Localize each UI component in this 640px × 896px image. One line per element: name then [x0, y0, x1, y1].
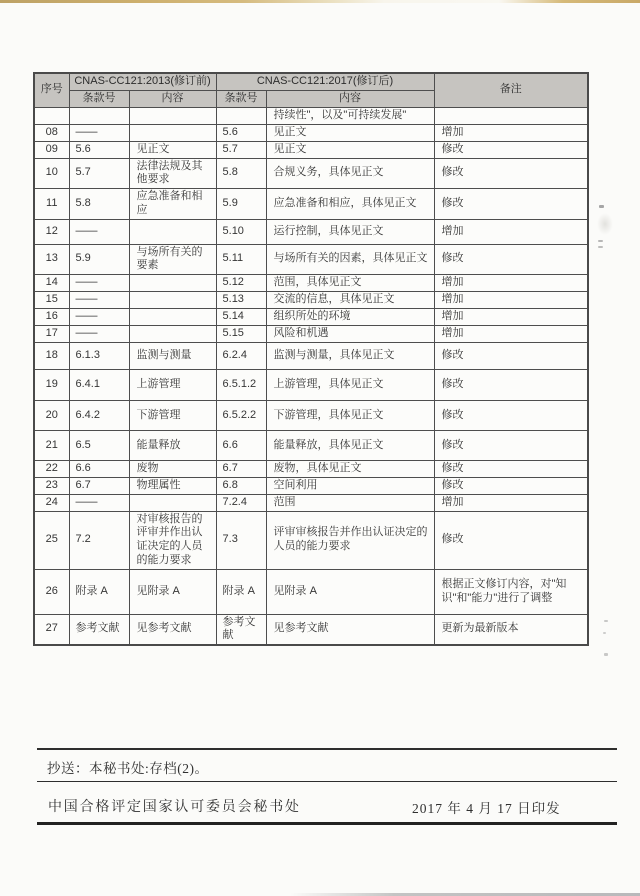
- content-2013: 见正文: [129, 141, 216, 158]
- table-row: [34, 461, 588, 478]
- row-no: 26: [34, 569, 69, 614]
- clause-2013: 6.5: [69, 431, 129, 461]
- content-2013: 能量释放: [129, 431, 216, 461]
- clause-2013: ——: [69, 494, 129, 511]
- remark: 修改: [434, 141, 588, 158]
- clause-2017: 5.9: [216, 189, 266, 220]
- content-2017: 上游管理，具体见正文: [266, 370, 434, 401]
- content-2017: 风险和机遇: [266, 326, 434, 343]
- clause-2017: 6.5.2.2: [216, 401, 266, 431]
- remark: 修改: [434, 478, 588, 495]
- table-row: [34, 614, 588, 645]
- content-2013: [129, 107, 216, 124]
- content-2017: 空间利用: [266, 478, 434, 495]
- remark: 根据正文修订内容，对"知识"和"能力"进行了调整: [434, 569, 588, 614]
- content-2017: 组织所处的环境: [266, 309, 434, 326]
- clause-2013: 6.4.2: [69, 401, 129, 431]
- content-2013: 上游管理: [129, 370, 216, 401]
- clause-2013: 5.9: [69, 244, 129, 275]
- row-no: 24: [34, 494, 69, 511]
- content-2017: 见正文: [266, 141, 434, 158]
- content-2017: 范围: [266, 494, 434, 511]
- table-row: [34, 478, 588, 495]
- table-row: [34, 219, 588, 244]
- table-row: [34, 141, 588, 158]
- remark: 增加: [434, 309, 588, 326]
- content-2017: 与场所有关的因素，具体见正文: [266, 244, 434, 275]
- row-no: 13: [34, 244, 69, 275]
- remark: 增加: [434, 124, 588, 141]
- scan-speck-artifact: [598, 246, 603, 248]
- remark: [434, 107, 588, 124]
- issue-date: 2017 年 4 月 17 日印发: [412, 801, 561, 816]
- clause-2017: 5.11: [216, 244, 266, 275]
- content-2017: 见附录 A: [266, 569, 434, 614]
- clause-2013: 5.7: [69, 158, 129, 189]
- clause-2017: 7.2.4: [216, 494, 266, 511]
- remark: 修改: [434, 511, 588, 569]
- row-no: 16: [34, 309, 69, 326]
- clause-2017: 7.3: [216, 511, 266, 569]
- scan-edge-artifact: [0, 0, 640, 3]
- clause-2017: [216, 107, 266, 124]
- content-2013: 物理属性: [129, 478, 216, 495]
- content-2017: 交流的信息，具体见正文: [266, 292, 434, 309]
- content-2017: 下游管理，具体见正文: [266, 401, 434, 431]
- separator-rule-bottom: [37, 822, 617, 825]
- table-row: [34, 343, 588, 370]
- content-2017: 见正文: [266, 124, 434, 141]
- clause-2017: 5.13: [216, 292, 266, 309]
- content-2017: 运行控制，具体见正文: [266, 219, 434, 244]
- clause-2017: 5.12: [216, 275, 266, 292]
- remark: 修改: [434, 461, 588, 478]
- content-2013: 对审核报告的评审并作出认证决定的人员的能力要求: [129, 511, 216, 569]
- row-no: 10: [34, 158, 69, 189]
- table-row: [34, 189, 588, 220]
- content-2013: 见参考文献: [129, 614, 216, 645]
- clause-2017: 6.7: [216, 461, 266, 478]
- content-2017: 应急准备和相应，具体见正文: [266, 189, 434, 220]
- clause-2017: 6.2.4: [216, 343, 266, 370]
- clause-2013: [69, 107, 129, 124]
- revision-comparison-table: [33, 72, 589, 646]
- content-2013: 监测与测量: [129, 343, 216, 370]
- clause-2013: 6.7: [69, 478, 129, 495]
- row-no: 15: [34, 292, 69, 309]
- content-2013: [129, 326, 216, 343]
- row-no: 08: [34, 124, 69, 141]
- content-2013: [129, 494, 216, 511]
- separator-rule-top: [37, 748, 617, 750]
- table-row: [34, 158, 588, 189]
- row-no: [34, 107, 69, 124]
- content-2017: 评审审核报告并作出认证决定的人员的能力要求: [266, 511, 434, 569]
- content-2013: [129, 219, 216, 244]
- content-2017: 监测与测量，具体见正文: [266, 343, 434, 370]
- content-2013: [129, 124, 216, 141]
- clause-2013: 7.2: [69, 511, 129, 569]
- table-row: [34, 309, 588, 326]
- remark: 增加: [434, 494, 588, 511]
- row-no: 18: [34, 343, 69, 370]
- content-2013: 废物: [129, 461, 216, 478]
- row-no: 14: [34, 275, 69, 292]
- remark: 增加: [434, 275, 588, 292]
- clause-2017: 6.5.1.2: [216, 370, 266, 401]
- row-no: 21: [34, 431, 69, 461]
- clause-2013: ——: [69, 124, 129, 141]
- scan-speck-artifact: [604, 620, 608, 622]
- table-row: [34, 107, 588, 124]
- table-row: [34, 275, 588, 292]
- remark: 修改: [434, 244, 588, 275]
- remark: 修改: [434, 370, 588, 401]
- clause-2013: ——: [69, 219, 129, 244]
- clause-2017: 5.10: [216, 219, 266, 244]
- row-no: 25: [34, 511, 69, 569]
- header-content-2017: 内容: [266, 90, 434, 107]
- clause-2017: 5.14: [216, 309, 266, 326]
- table-row: [34, 494, 588, 511]
- content-2013: 与场所有关的要素: [129, 244, 216, 275]
- content-2013: 应急准备和相应: [129, 189, 216, 220]
- header-col-no: 序号: [34, 73, 69, 107]
- table-row: [34, 326, 588, 343]
- row-no: 11: [34, 189, 69, 220]
- cc-note: 抄送：本秘书处:存档(2)。: [47, 761, 209, 776]
- scan-speck-artifact: [598, 240, 603, 242]
- row-no: 09: [34, 141, 69, 158]
- clause-2017: 附录 A: [216, 569, 266, 614]
- table-row: [34, 124, 588, 141]
- clause-2017: 5.8: [216, 158, 266, 189]
- table-row: [34, 401, 588, 431]
- issuing-org: 中国合格评定国家认可委员会秘书处: [48, 800, 301, 815]
- header-clause-2013: 条款号: [69, 90, 129, 107]
- clause-2017: 5.7: [216, 141, 266, 158]
- clause-2013: 6.4.1: [69, 370, 129, 401]
- scan-speck-artifact: [604, 653, 608, 656]
- content-2013: 见附录 A: [129, 569, 216, 614]
- scan-smudge-artifact: [597, 213, 613, 235]
- clause-2013: ——: [69, 326, 129, 343]
- clause-2013: ——: [69, 292, 129, 309]
- clause-2013: 参考文献: [69, 614, 129, 645]
- remark: 修改: [434, 158, 588, 189]
- remark: 修改: [434, 343, 588, 370]
- content-2017: 见参考文献: [266, 614, 434, 645]
- clause-2017: 参考文献: [216, 614, 266, 645]
- clause-2013: 5.6: [69, 141, 129, 158]
- row-no: 12: [34, 219, 69, 244]
- table-row: [34, 431, 588, 461]
- clause-2013: 6.1.3: [69, 343, 129, 370]
- content-2013: [129, 292, 216, 309]
- remark: 增加: [434, 292, 588, 309]
- row-no: 17: [34, 326, 69, 343]
- header-group-2017: CNAS-CC121:2017(修订后): [216, 73, 434, 90]
- content-2013: [129, 275, 216, 292]
- clause-2017: 6.8: [216, 478, 266, 495]
- table-header: [34, 73, 588, 107]
- table-row: [34, 511, 588, 569]
- clause-2013: 6.6: [69, 461, 129, 478]
- remark: 增加: [434, 326, 588, 343]
- table-row: [34, 244, 588, 275]
- clause-2017: 5.6: [216, 124, 266, 141]
- separator-rule-middle: [37, 781, 617, 782]
- row-no: 22: [34, 461, 69, 478]
- content-2017: 合规义务，具体见正文: [266, 158, 434, 189]
- clause-2013: 5.8: [69, 189, 129, 220]
- content-2013: 下游管理: [129, 401, 216, 431]
- row-no: 20: [34, 401, 69, 431]
- clause-2017: 5.15: [216, 326, 266, 343]
- table-body: [34, 107, 588, 645]
- remark: 增加: [434, 219, 588, 244]
- content-2017: 能量释放，具体见正文: [266, 431, 434, 461]
- content-2017: 持续性"，以及"可持续发展": [266, 107, 434, 124]
- remark: 更新为最新版本: [434, 614, 588, 645]
- content-2013: 法律法规及其他要求: [129, 158, 216, 189]
- clause-2013: 附录 A: [69, 569, 129, 614]
- row-no: 23: [34, 478, 69, 495]
- table-row: [34, 370, 588, 401]
- scan-speck-artifact: [603, 632, 606, 634]
- table-row: [34, 292, 588, 309]
- content-2013: [129, 309, 216, 326]
- content-2017: 废物，具体见正文: [266, 461, 434, 478]
- remark: 修改: [434, 431, 588, 461]
- scan-speck-artifact: [599, 205, 604, 208]
- row-no: 27: [34, 614, 69, 645]
- remark: 修改: [434, 189, 588, 220]
- clause-2017: 6.6: [216, 431, 266, 461]
- header-col-remark: 备注: [434, 73, 588, 107]
- clause-2013: ——: [69, 275, 129, 292]
- row-no: 19: [34, 370, 69, 401]
- content-2017: 范围，具体见正文: [266, 275, 434, 292]
- header-content-2013: 内容: [129, 90, 216, 107]
- remark: 修改: [434, 401, 588, 431]
- clause-2013: ——: [69, 309, 129, 326]
- header-group-2013: CNAS-CC121:2013(修订前): [69, 73, 216, 90]
- table-row: [34, 569, 588, 614]
- header-clause-2017: 条款号: [216, 90, 266, 107]
